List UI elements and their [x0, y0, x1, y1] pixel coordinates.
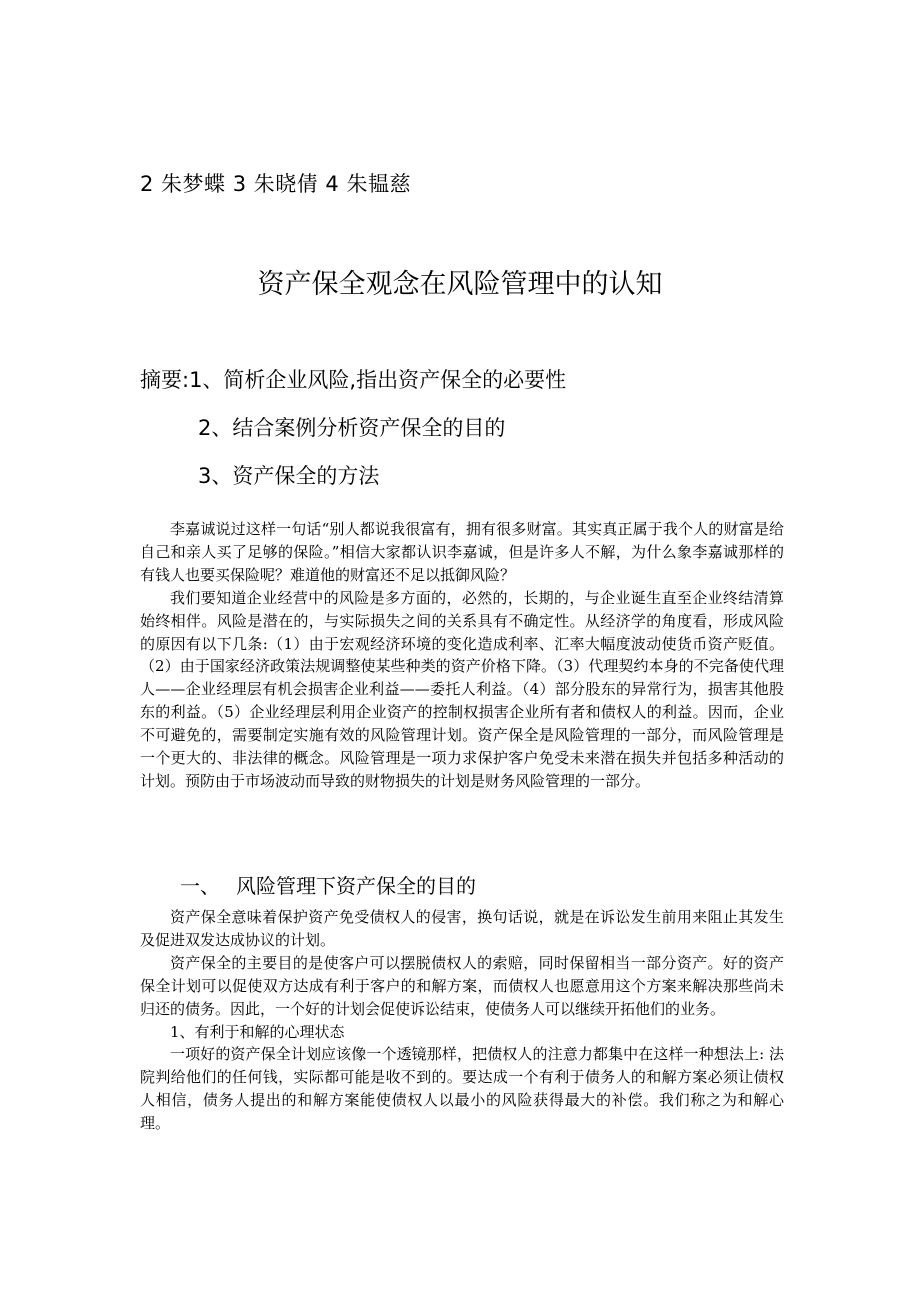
author-list: 2 朱梦蝶 3 朱晓倩 4 朱韫慈 [140, 172, 411, 196]
subsection-1-paragraph-1: 一项好的资产保全计划应该像一个透镜那样，把债权人的注意力都集中在这样一种想法上: 法院判给他们的任何钱，实际都可能是收不到的。要达成一个有利于债务人的和解方案必须让债权人相信，债务人提出的和解方案能使债权人以最小的风险获得最大的补偿。我们称之为和解心理。 [140, 1045, 784, 1133]
section-1-title: 风险管理下资产保全的目的 [236, 874, 476, 898]
abstract-line-3: 3、资产保全的方法 [198, 464, 380, 488]
document-title: 资产保全观念在风险管理中的认知 [257, 269, 663, 300]
section-1-heading [180, 870, 476, 899]
section-1-paragraph-1: 资产保全意味着保护资产免受债权人的侵害，换句话说，就是在诉讼发生前用来阻止其发生及促进双发达成协议的计划。 [140, 908, 784, 949]
intro-section [140, 518, 784, 793]
abstract-line-1: 摘要:1、简析企业风险,指出资产保全的必要性 [140, 368, 567, 392]
intro-paragraph-2: 我们要知道企业经营中的风险是多方面的，必然的，长期的，与企业诞生直至企业终结清算始终相伴。风险是潜在的，与实际损失之间的关系具有不确定性。从经济学的角度看，形成风险的原因有以下几条:（1）由于宏观经济环境的变化造成利率、汇率大幅度波动使货币资产贬值。（2）由于国家经济政策法规调整使某些种类的资产价格下降。（3）代理契约本身的不完备使代理人——企业经理层有机会损害企业利益——委托人利益。（4）部分股东的异常行为，损害其他股东的利益。（5）企业经理层利用企业资产的控制权损害企业所有者和债权人的利益。因而，企业不可避免的，需要制定实施有效的风险管理计划。资产保全是风险管理的一部分，而风险管理是一个更大的、非法律的概念。风险管理是一项力求保护客户免受未来潜在损失并包括多种活动的计划。预防由于市场波动而导致的财物损失的计划是财务风险管理的一部分。 [140, 588, 784, 790]
subsection-1-heading: 1、有利于和解的心理状态 [170, 1022, 345, 1041]
intro-paragraph-1: 李嘉诚说过这样一句话“别人都说我很富有，拥有很多财富。其实真正属于我个人的财富是给自己和亲人买了足够的保险。”相信大家都认识李嘉诚，但是许多人不解，为什么象李嘉诚那样的有钱人也要买保险呢？难道他的财富还不足以抵御风险？ [140, 520, 784, 584]
section-1-body [140, 906, 784, 1135]
section-1-paragraph-2: 资产保全的主要目的是使客户可以摆脱债权人的索赔，同时保留相当一部分资产。好的资产保全计划可以促使双方达成有利于客户的和解方案，而债权人也愿意用这个方案来解决那些尚未归还的债务。因此，一个好的计划会促使诉讼结束，使债务人可以继续开拓他们的业务。 [140, 953, 784, 1018]
section-1-number: 一、 [180, 874, 220, 898]
abstract-line-2: 2、结合案例分析资产保全的目的 [198, 416, 506, 440]
